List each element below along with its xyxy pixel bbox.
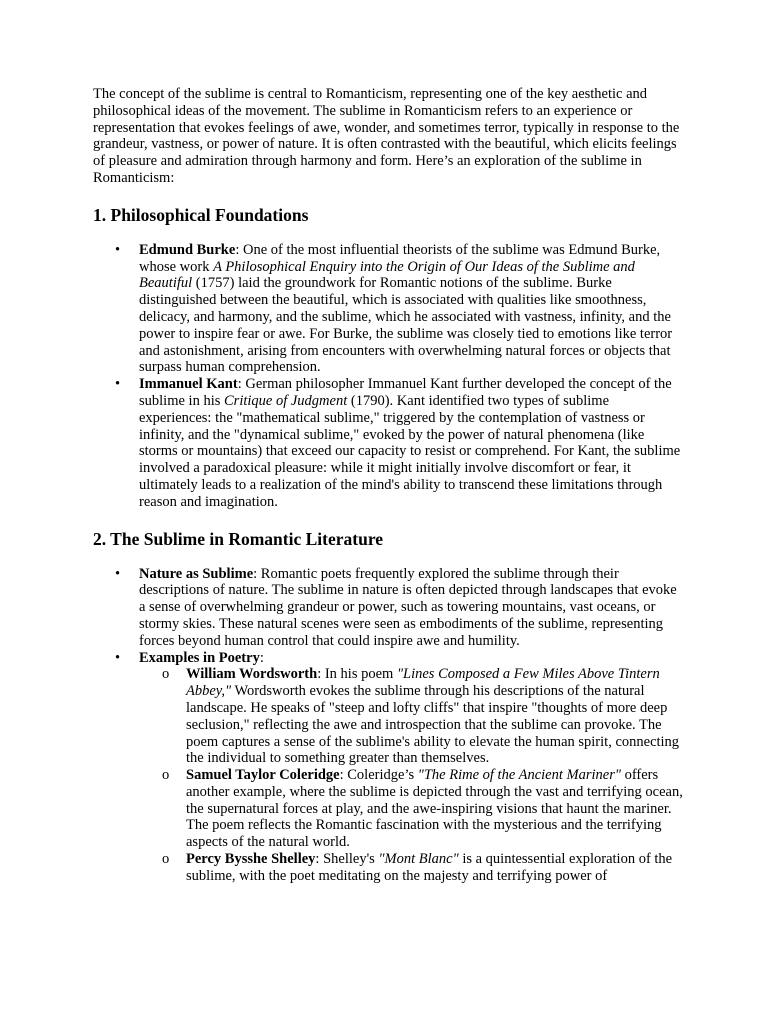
list-item-nature-as-sublime [139,566,683,650]
term-william-wordsworth: William Wordsworth [186,666,318,683]
term-nature-as-sublime: Nature as Sublime [139,565,254,582]
romantic-literature-list [93,566,683,885]
examples-colon: : [259,649,264,666]
intro-paragraph: The concept of the sublime is central to Romanticism, representing one of the key aesthetic and philosophical ideas of the movement. The sublime in Romanticism refers to an experience or representation that evokes feelings of awe, wonder, and sometimes terror, typically in response to the grandeur, vastness, or power of nature. It is often contrasted with the beautiful, which elicits feelings of pleasure and admiration through harmony and form. Here’s an exploration of the sublime in Romanticism: [93,86,680,186]
term-examples-in-poetry: Examples in Poetry [139,649,260,666]
list-item-wordsworth [186,666,683,767]
kant-work-title: Critique of Judgment [224,392,348,409]
term-samuel-taylor-coleridge: Samuel Taylor Coleridge [186,767,340,784]
list-item-shelley [186,851,683,885]
burke-work-title: A Philosophical Enquiry into the Origin of Our Ideas of the Sublime and Beautiful [139,258,635,292]
section-heading-romantic-literature: 2. The Sublime in Romantic Literature [93,528,384,549]
term-immanuel-kant: Immanuel Kant [139,376,238,393]
burke-text-1: : One of the most influential theorists of the sublime was Edmund Burke, whose work [139,241,661,275]
shelley-poem-title: "Mont Blanc" [378,851,459,868]
burke-text-2: (1757) laid the groundwork for Romantic notions of the sublime. Burke distinguished between the beautiful, which is associated with qualities like smoothness, delicacy, and harmony, and the sublime, which he associated with vastness, infinity, and the power to inspire fear or awe. For Burke, the sublime was closely tied to emotions like terror and astonishment, arising from encounters with overwhelming natural forces or objects that surpass human comprehension. [139,275,673,376]
list-item-examples-in-poetry [139,650,683,885]
list-item-edmund-burke [139,242,683,376]
term-edmund-burke: Edmund Burke [139,241,236,258]
document-page [93,86,683,885]
term-percy-bysshe-shelley: Percy Bysshe Shelley [186,851,316,868]
coleridge-text-2: offers another example, where the sublime is depicted through the vast and terrifying ocean, the supernatural forces at play, and the awe-inspiring visions that haunt the mariner. The poem reflects the Romantic fascination with the mysterious and the terrifying aspects of the natural world. [186,767,683,851]
shelley-text-1: : Shelley's [315,851,379,868]
kant-text-1: : German philosopher Immanuel Kant further developed the concept of the sublime in his [139,376,672,409]
philosophical-foundations-list [93,242,683,511]
wordsworth-text-2: Wordsworth evokes the sublime through his descriptions of the natural landscape. He speaks of "steep and lofty cliffs" that inspire "thoughts of more deep seclusion," reflecting the awe and introspection that the sublime can provoke. The poem captures a sense of the sublime's ability to elevate the human spirit, connecting the individual to something greater than themselves. [186,683,680,767]
nature-text: : Romantic poets frequently explored the sublime through their descriptions of nature. The sublime in nature is often depicted through landscapes that evoke a sense of overwhelming grandeur or power, such as towering mountains, vast oceans, or stormy skies. These natural scenes were seen as embodiments of the sublime, representing forces beyond human control that could inspire awe and humility. [139,565,677,649]
coleridge-text-1: : Coleridge’s [339,767,418,784]
coleridge-poem-title: "The Rime of the Ancient Mariner" [417,767,621,784]
kant-text-2: (1790). Kant identified two types of sublime experiences: the "mathematical sublime," triggered by the contemplation of vastness or infinity, and the "dynamical sublime," evoked by the power of natural phenomena (like storms or mountains) that exceed our capacity to resist or comprehend. For Kant, the sublime involved a paradoxical pleasure: while it might initially involve discomfort or fear, it ultimately leads to a realization of the mind's ability to transcend these limitations through reason and imagination. [139,392,681,510]
shelley-text-2: is a quintessential exploration of the sublime, with the poet meditating on the majesty and terrifying power of [186,851,673,884]
section-heading-philosophical-foundations: 1. Philosophical Foundations [93,204,309,225]
wordsworth-poem-title: "Lines Composed a Few Miles Above Tintern Abbey," [186,666,660,700]
wordsworth-text-1: : In his poem [317,666,397,683]
list-item-immanuel-kant [139,376,683,510]
list-item-coleridge [186,767,683,851]
poetry-examples-list [139,666,683,884]
